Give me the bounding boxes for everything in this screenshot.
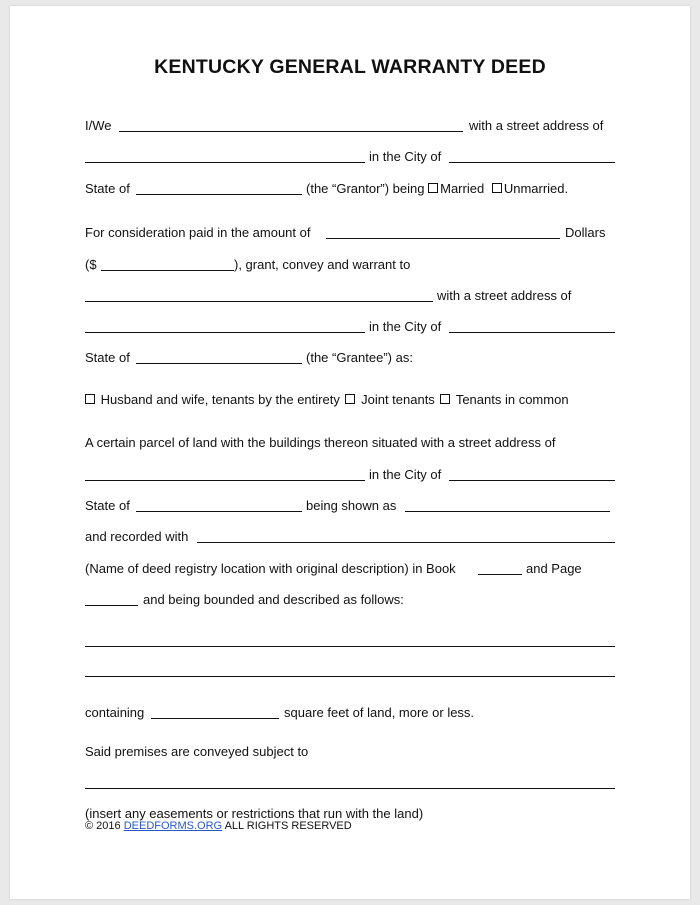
- label-grantor: (the “Grantor”) being Married Unmarried.: [306, 181, 569, 196]
- parcel-state-field[interactable]: [136, 511, 302, 512]
- document-page: [10, 6, 690, 899]
- label-bounded: and being bounded and described as follows:: [143, 592, 404, 607]
- label-grant-convey: ), grant, convey and warrant to: [234, 257, 411, 272]
- grantor-state-field[interactable]: [136, 194, 302, 195]
- grantee-name-field[interactable]: [85, 301, 433, 302]
- label-containing: containing: [85, 705, 145, 720]
- page-field[interactable]: [85, 605, 138, 606]
- label-state: State of: [85, 181, 130, 196]
- grantor-city-field[interactable]: [449, 162, 615, 163]
- description-line-2[interactable]: [85, 676, 615, 677]
- parcel-address-field[interactable]: [85, 480, 365, 481]
- joint-tenants-checkbox[interactable]: [345, 394, 355, 404]
- label-square-feet: square feet of land, more or less.: [284, 705, 475, 720]
- label-consideration: For consideration paid in the amount of: [85, 225, 311, 240]
- husband-wife-checkbox[interactable]: [85, 394, 95, 404]
- label-iwe: I/We: [85, 118, 112, 133]
- label-husband-wife: Husband and wife, tenants by the entirety: [100, 392, 340, 407]
- grantee-city-field[interactable]: [449, 332, 615, 333]
- label-dollars: Dollars: [565, 225, 606, 240]
- footer-link[interactable]: DEEDFORMS.ORG: [123, 820, 223, 832]
- label-being-shown-as: being shown as: [306, 498, 397, 513]
- square-feet-field[interactable]: [151, 718, 279, 719]
- label-grantee-city: in the City of: [369, 319, 442, 334]
- recorded-with-field[interactable]: [197, 542, 615, 543]
- grantee-state-field[interactable]: [136, 363, 302, 364]
- label-grantee-as: (the “Grantee”) as:: [306, 350, 413, 365]
- page-title: KENTUCKY GENERAL WARRANTY DEED: [154, 56, 546, 78]
- grantor-address-field[interactable]: [85, 162, 365, 163]
- label-subject-to: Said premises are conveyed subject to: [85, 744, 309, 759]
- subject-to-field[interactable]: [85, 788, 615, 789]
- label-recorded-with: and recorded with: [85, 529, 189, 544]
- married-checkbox[interactable]: [428, 183, 438, 193]
- label-grantee-state: State of: [85, 350, 130, 365]
- book-field[interactable]: [478, 574, 522, 575]
- label-insert-easements: (insert any easements or restrictions that run with the land): [85, 806, 424, 821]
- label-dollar-open: ($: [85, 257, 97, 272]
- label-street-address: with a street address of: [469, 118, 604, 133]
- label-parcel: A certain parcel of land with the buildings thereon situated with a street address of: [85, 435, 556, 450]
- footer-copyright: © 2016: [85, 820, 121, 832]
- label-grantee-street: with a street address of: [437, 288, 572, 303]
- label-city: in the City of: [369, 149, 442, 164]
- parcel-city-field[interactable]: [449, 480, 615, 481]
- consideration-amount-field[interactable]: [326, 238, 560, 239]
- grantee-address-field[interactable]: [85, 332, 365, 333]
- label-and-page: and Page: [526, 561, 582, 576]
- tenancy-options: [85, 392, 569, 408]
- tenants-common-checkbox[interactable]: [440, 394, 450, 404]
- being-shown-as-field[interactable]: [405, 511, 610, 512]
- label-joint-tenants: Joint tenants: [361, 392, 435, 407]
- footer: [85, 820, 352, 832]
- description-line-1[interactable]: [85, 646, 615, 647]
- label-registry: (Name of deed registry location with original description) in Book: [85, 561, 456, 576]
- label-parcel-city: in the City of: [369, 467, 442, 482]
- label-unmarried: Unmarried.: [503, 181, 569, 196]
- unmarried-checkbox[interactable]: [492, 183, 502, 193]
- label-married: Married: [440, 181, 485, 196]
- grantor-name-field[interactable]: [119, 131, 463, 132]
- dollar-figure-field[interactable]: [101, 270, 234, 271]
- label-parcel-state: State of: [85, 498, 130, 513]
- label-tenants-common: Tenants in common: [455, 392, 569, 407]
- footer-rights: ALL RIGHTS RESERVED: [224, 820, 352, 832]
